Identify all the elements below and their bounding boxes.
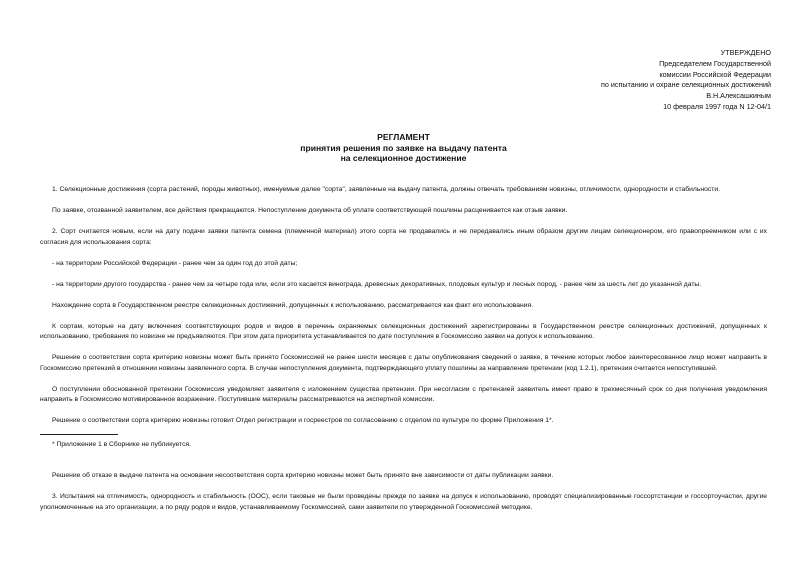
paragraph-1: 1. Селекционные достижения (сорта растений, породы животных), именуемые далее "сорта", заявленные на выдачу патента, должны отвечать требованиям новизны, отличимости, однородности и стабильности.: [52, 186, 720, 193]
title-line-3: на селекционное достижение: [340, 153, 467, 164]
paragraph-9: О поступлении обоснованной претензии Госкомиссия уведомляет заявителя с изложением существа претензии. При несогласии с претензией заявитель имеет право в трехмесячный срок со дня получения уведомления направить в Госкомиссию мотивированное возражение. Поступившие материалы рассматриваются на экспертной комиссии.: [40, 385, 767, 403]
title-line-2: принятия решения по заявке на выдачу патента: [300, 142, 507, 153]
paragraph-2: По заявке, отозванной заявителем, все действия прекращаются. Непоступление документа об уплате соответствующей пошлины расценивается как отзыв заявки.: [52, 207, 568, 214]
approval-heading: УТВЕРЖДЕНО: [720, 48, 771, 57]
paragraph-8: Решение о соответствии сорта критерию новизны может быть принято Госкомиссией не ранее шести месяцев с даты опубликования сведений о заявке, в течение которых любое заинтересованное лицо может направить в Госкомиссию претензий в отношении новизны заявленного сорта. В случае непоступления документа, подтверждающего уплату пошлины за направление претензии (код 1.2.1), претензия считается непоступившей.: [40, 354, 767, 372]
title-line-1: РЕГЛАМЕНТ: [377, 132, 430, 142]
paragraph-4: - на территории Российской Федерации - ранее чем за один год до этой даты;: [52, 259, 298, 267]
approval-line: комиссии Российской Федерации: [659, 69, 771, 79]
paragraph-11: Решение об отказе в выдаче патента на основании несоответствия сорта критерию новизны может быть принято вне зависимости от даты публикации заявки.: [52, 472, 554, 479]
paragraph-5: - на территории другого государства - ранее чем за четыре года или, если это касается винограда, древесных декоративных, плодовых культур и лесных пород, - ранее чем за шесть лет до указанной даты.: [52, 280, 702, 288]
approval-signer: В.Н.Алексашкиным: [706, 91, 771, 101]
paragraph-6: Нахождение сорта в Государственном реестре селекционных достижений, допущенных к использованию, рассматривается как факт его использования.: [52, 301, 534, 309]
paragraph-12: 3. Испытания на отличимость, однородность и стабильность (ООС), если таковые не были проведены прежде по заявке на допуск к использованию, проводят специализированные госсортстанции и госсортоучастки, другие уполномоченные на это организации, а по ряду родов и видов, устанавливаемому Госкомиссией, сами заявители по утвержденной Госкомиссией методике.: [40, 493, 767, 511]
approval-date: 10 февраля 1997 года N 12-04/1: [663, 101, 771, 111]
document-title: [0, 132, 807, 164]
approval-line: по испытанию и охране селекционных достижений: [600, 80, 771, 90]
paragraph-10: Решение о соответствии сорта критерию новизны готовит Отдел регистрации и госреестров по согласованию с отделом по культуре по форме Приложения 1*.: [52, 417, 554, 424]
footnote: * Приложение 1 в Сборнике не публикуется.: [52, 440, 191, 448]
document-body: [40, 185, 767, 513]
footnote-divider: [40, 434, 118, 435]
approval-line: Председателем Государственной: [659, 58, 771, 68]
paragraph-3: 2. Сорт считается новым, если на дату подачи заявки патента семена (племенной материал) этого сорта не продавались и не передавались иным образом другим лицам селекционером, его правопреемником или с их согласия для использования сорта:: [40, 228, 767, 246]
approval-stamp: [601, 48, 771, 113]
paragraph-7: К сортам, которые на дату включения соответствующих родов и видов в перечень охраняемых селекционных достижений зарегистрированы в Государственном реестре селекционных достижений, допущенных к использованию, требования по новизне не предъявляются. При этом дата приоритета устанавливается по дате поступления в Госкомиссию заявки на допуск к использованию.: [40, 322, 767, 340]
